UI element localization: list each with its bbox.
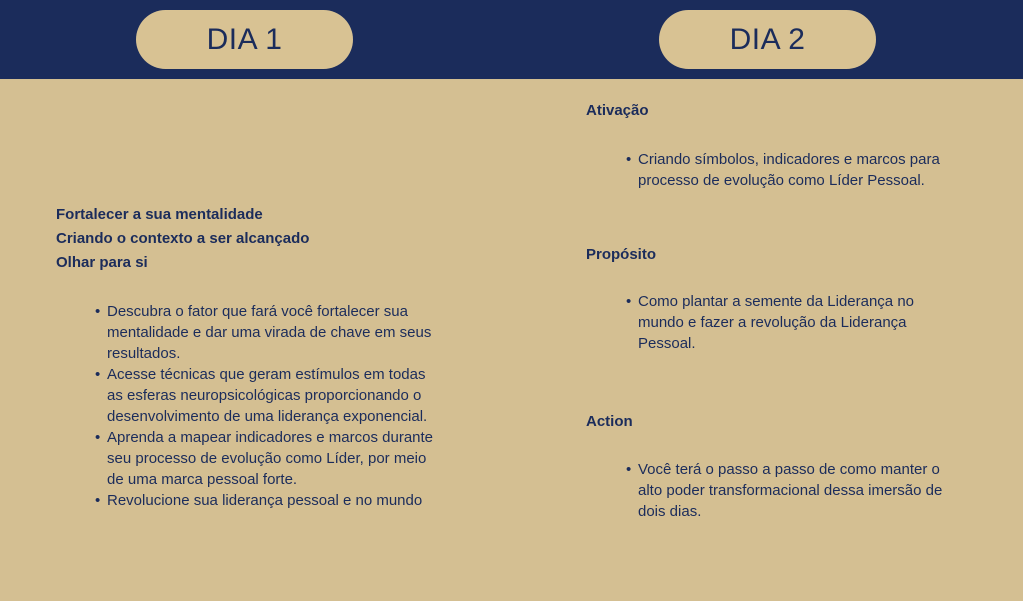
- day1-heading: Olhar para si: [56, 254, 148, 271]
- day2-ativacao-bullets: [626, 149, 961, 191]
- day2-tab[interactable]: DIA 2: [659, 10, 876, 69]
- day1-bullet-item: • Revolucione sua liderança pessoal e no mundo: [95, 490, 440, 511]
- day1-bullet-item: • Acesse técnicas que geram estímulos em todas as esferas neuropsicológicas proporcionando o desenvolvimento de uma liderança exponencial.: [95, 364, 440, 427]
- day2-bullet-item: • Você terá o passo a passo de como manter o alto poder transformacional dessa imersão de dois dias.: [626, 459, 961, 522]
- day2-action-bullets: [626, 459, 961, 522]
- day1-tab[interactable]: DIA 1: [136, 10, 353, 69]
- day1-headings: [56, 203, 476, 275]
- day2-bullet-item: • Criando símbolos, indicadores e marcos para processo de evolução como Líder Pessoal.: [626, 149, 961, 191]
- content-area: [0, 79, 1023, 601]
- day2-section-title-proposito: Propósito: [586, 246, 656, 263]
- day1-bullet-item: • Aprenda a mapear indicadores e marcos durante seu processo de evolução como Líder, por meio de uma marca pessoal forte.: [95, 427, 440, 490]
- day2-section-title-ativacao: Ativação: [586, 102, 649, 119]
- day2-section-title-action: Action: [586, 413, 633, 430]
- day1-bullet-list: [95, 301, 440, 511]
- day1-bullet-item: • Descubra o fator que fará você fortalecer sua mentalidade e dar uma virada de chave em seus resultados.: [95, 301, 440, 364]
- day2-bullet-item: • Como plantar a semente da Liderança no mundo e fazer a revolução da Liderança Pessoal.: [626, 291, 961, 354]
- header-bar: [0, 0, 1023, 79]
- day2-proposito-bullets: [626, 291, 961, 354]
- day1-heading: Fortalecer a sua mentalidade: [56, 206, 263, 223]
- day1-heading: Criando o contexto a ser alcançado: [56, 230, 310, 247]
